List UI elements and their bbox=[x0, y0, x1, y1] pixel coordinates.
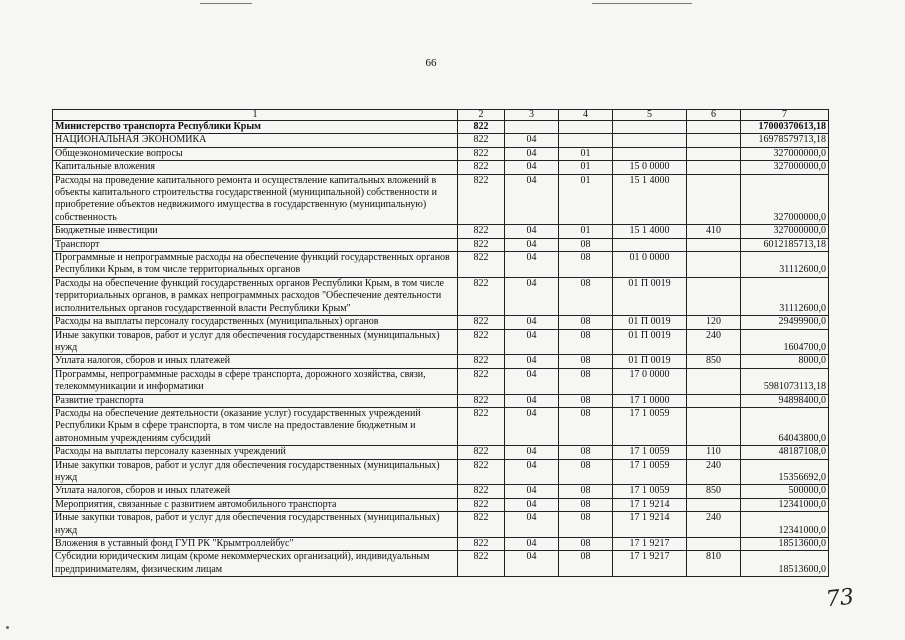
row-section: 04 bbox=[505, 277, 559, 315]
row-admin-code: 822 bbox=[458, 174, 505, 225]
table-row bbox=[53, 134, 829, 147]
row-subsection: 08 bbox=[559, 394, 613, 407]
budget-table bbox=[52, 109, 829, 577]
row-amount: 16978579713,18 bbox=[741, 134, 829, 147]
row-name: НАЦИОНАЛЬНАЯ ЭКОНОМИКА bbox=[53, 134, 458, 147]
row-admin-code: 822 bbox=[458, 277, 505, 315]
row-amount: 327000000,0 bbox=[741, 147, 829, 160]
row-admin-code: 822 bbox=[458, 238, 505, 251]
table-row bbox=[53, 368, 829, 394]
row-target-article: 01 0 0000 bbox=[613, 252, 687, 278]
row-amount: 18513600,0 bbox=[741, 538, 829, 551]
column-header: 4 bbox=[559, 110, 613, 121]
row-section: 04 bbox=[505, 538, 559, 551]
row-subsection: 08 bbox=[559, 485, 613, 498]
row-name: Расходы на обеспечение деятельности (оказание услуг) государственных учреждений Республики Крым в сфере транспорта, в том числе на предоставление бюджетным и автономным учреждениям субсидий bbox=[53, 407, 458, 445]
table-row bbox=[53, 446, 829, 459]
row-target-article: 01 П 0019 bbox=[613, 329, 687, 355]
row-amount: 1604700,0 bbox=[741, 329, 829, 355]
table-row bbox=[53, 459, 829, 485]
row-admin-code: 822 bbox=[458, 161, 505, 174]
column-header: 5 bbox=[613, 110, 687, 121]
row-admin-code: 822 bbox=[458, 147, 505, 160]
row-admin-code: 822 bbox=[458, 446, 505, 459]
row-amount: 17000370613,18 bbox=[741, 121, 829, 134]
row-section: 04 bbox=[505, 512, 559, 538]
row-amount: 5981073113,18 bbox=[741, 368, 829, 394]
row-amount: 31112600,0 bbox=[741, 252, 829, 278]
row-target-article: 17 1 0000 bbox=[613, 394, 687, 407]
row-section: 04 bbox=[505, 238, 559, 251]
row-admin-code: 822 bbox=[458, 368, 505, 394]
row-section: 04 bbox=[505, 459, 559, 485]
row-subsection: 08 bbox=[559, 238, 613, 251]
row-name: Общеэкономические вопросы bbox=[53, 147, 458, 160]
row-expense-type bbox=[687, 252, 741, 278]
row-amount: 327000000,0 bbox=[741, 225, 829, 238]
row-admin-code: 822 bbox=[458, 355, 505, 368]
row-amount: 12341000,0 bbox=[741, 512, 829, 538]
row-amount: 327000000,0 bbox=[741, 161, 829, 174]
row-target-article: 01 П 0019 bbox=[613, 316, 687, 329]
row-name: Транспорт bbox=[53, 238, 458, 251]
row-subsection: 08 bbox=[559, 498, 613, 511]
row-section: 04 bbox=[505, 368, 559, 394]
row-expense-type: 110 bbox=[687, 446, 741, 459]
table-row bbox=[53, 147, 829, 160]
row-name: Капитальные вложения bbox=[53, 161, 458, 174]
table-row bbox=[53, 498, 829, 511]
row-section: 04 bbox=[505, 407, 559, 445]
row-subsection: 08 bbox=[559, 316, 613, 329]
row-target-article bbox=[613, 147, 687, 160]
row-subsection: 08 bbox=[559, 277, 613, 315]
row-admin-code: 822 bbox=[458, 225, 505, 238]
row-expense-type bbox=[687, 161, 741, 174]
row-subsection: 01 bbox=[559, 161, 613, 174]
row-admin-code: 822 bbox=[458, 512, 505, 538]
scan-edge-line bbox=[592, 3, 692, 4]
row-subsection: 08 bbox=[559, 459, 613, 485]
row-expense-type: 850 bbox=[687, 355, 741, 368]
row-admin-code: 822 bbox=[458, 394, 505, 407]
row-name: Расходы на выплаты персоналу государственных (муниципальных) органов bbox=[53, 316, 458, 329]
row-expense-type bbox=[687, 498, 741, 511]
row-expense-type bbox=[687, 407, 741, 445]
row-expense-type: 810 bbox=[687, 551, 741, 577]
row-name: Иные закупки товаров, работ и услуг для обеспечения государственных (муниципальных) нужд bbox=[53, 329, 458, 355]
row-subsection: 01 bbox=[559, 147, 613, 160]
table-row bbox=[53, 316, 829, 329]
row-expense-type bbox=[687, 121, 741, 134]
row-amount: 94898400,0 bbox=[741, 394, 829, 407]
scan-speck bbox=[6, 626, 9, 629]
row-subsection: 08 bbox=[559, 512, 613, 538]
column-header: 2 bbox=[458, 110, 505, 121]
row-section: 04 bbox=[505, 355, 559, 368]
row-amount: 12341000,0 bbox=[741, 498, 829, 511]
row-subsection: 08 bbox=[559, 538, 613, 551]
column-header: 1 bbox=[53, 110, 458, 121]
row-amount: 29499900,0 bbox=[741, 316, 829, 329]
row-section: 04 bbox=[505, 498, 559, 511]
row-name: Министерство транспорта Республики Крым bbox=[53, 121, 458, 134]
row-admin-code: 822 bbox=[458, 498, 505, 511]
row-amount: 6012185713,18 bbox=[741, 238, 829, 251]
row-expense-type: 410 bbox=[687, 225, 741, 238]
row-admin-code: 822 bbox=[458, 485, 505, 498]
row-admin-code: 822 bbox=[458, 252, 505, 278]
table-row bbox=[53, 225, 829, 238]
row-expense-type: 240 bbox=[687, 512, 741, 538]
row-name: Программы, непрограммные расходы в сфере транспорта, дорожного хозяйства, связи, телекоммуникации и информатики bbox=[53, 368, 458, 394]
row-section: 04 bbox=[505, 147, 559, 160]
row-expense-type: 120 bbox=[687, 316, 741, 329]
row-admin-code: 822 bbox=[458, 316, 505, 329]
row-subsection: 08 bbox=[559, 329, 613, 355]
table-row bbox=[53, 277, 829, 315]
row-subsection: 08 bbox=[559, 368, 613, 394]
row-target-article: 01 П 0019 bbox=[613, 355, 687, 368]
table-row bbox=[53, 538, 829, 551]
row-expense-type bbox=[687, 238, 741, 251]
table-row bbox=[53, 551, 829, 577]
row-section: 04 bbox=[505, 134, 559, 147]
row-name: Программные и непрограммные расходы на обеспечение функций государственных органов Республики Крым, в том числе территориальных органов bbox=[53, 252, 458, 278]
table-row bbox=[53, 238, 829, 251]
row-amount: 15356692,0 bbox=[741, 459, 829, 485]
row-section: 04 bbox=[505, 252, 559, 278]
row-admin-code: 822 bbox=[458, 551, 505, 577]
row-section: 04 bbox=[505, 485, 559, 498]
table-row bbox=[53, 329, 829, 355]
row-name: Иные закупки товаров, работ и услуг для обеспечения государственных (муниципальных) нужд bbox=[53, 459, 458, 485]
table-row bbox=[53, 394, 829, 407]
row-subsection: 08 bbox=[559, 446, 613, 459]
row-subsection: 08 bbox=[559, 355, 613, 368]
row-target-article bbox=[613, 238, 687, 251]
row-target-article: 15 1 4000 bbox=[613, 225, 687, 238]
row-target-article: 15 0 0000 bbox=[613, 161, 687, 174]
column-header: 3 bbox=[505, 110, 559, 121]
row-expense-type bbox=[687, 277, 741, 315]
row-admin-code: 822 bbox=[458, 121, 505, 134]
row-name: Субсидии юридическим лицам (кроме некоммерческих организаций), индивидуальным предпринимателям, физическим лицам bbox=[53, 551, 458, 577]
row-name: Развитие транспорта bbox=[53, 394, 458, 407]
table-row bbox=[53, 121, 829, 134]
row-amount: 48187108,0 bbox=[741, 446, 829, 459]
row-admin-code: 822 bbox=[458, 459, 505, 485]
row-target-article: 01 П 0019 bbox=[613, 277, 687, 315]
row-amount: 64043800,0 bbox=[741, 407, 829, 445]
row-name: Расходы на обеспечение функций государственных органов Республики Крым, в том числе территориальных органов, в рамках непрограммных расходов "Обеспечение деятельности исполнительных органов государственной власти Республики Крым" bbox=[53, 277, 458, 315]
row-subsection: 08 bbox=[559, 407, 613, 445]
row-name: Вложения в уставный фонд ГУП РК "Крымтроллейбус" bbox=[53, 538, 458, 551]
page-number: 66 bbox=[425, 57, 437, 69]
row-admin-code: 822 bbox=[458, 407, 505, 445]
row-admin-code: 822 bbox=[458, 538, 505, 551]
row-expense-type: 850 bbox=[687, 485, 741, 498]
row-section: 04 bbox=[505, 174, 559, 225]
row-expense-type bbox=[687, 538, 741, 551]
row-subsection: 01 bbox=[559, 174, 613, 225]
row-name: Расходы на проведение капитального ремонта и осуществление капитальных вложений в объекты капитального строительства государственной (муниципальной) собственности и приобретение объектов недвижимого имущества в государственную (муниципальную) собственность bbox=[53, 174, 458, 225]
row-section: 04 bbox=[505, 225, 559, 238]
row-target-article: 17 1 9214 bbox=[613, 498, 687, 511]
row-expense-type: 240 bbox=[687, 459, 741, 485]
row-expense-type bbox=[687, 368, 741, 394]
row-amount: 18513600,0 bbox=[741, 551, 829, 577]
row-amount: 31112600,0 bbox=[741, 277, 829, 315]
column-header: 7 bbox=[741, 110, 829, 121]
row-target-article: 17 1 9217 bbox=[613, 551, 687, 577]
row-amount: 500000,0 bbox=[741, 485, 829, 498]
table-row bbox=[53, 355, 829, 368]
table-row bbox=[53, 485, 829, 498]
row-name: Уплата налогов, сборов и иных платежей bbox=[53, 485, 458, 498]
row-amount: 327000000,0 bbox=[741, 174, 829, 225]
row-expense-type bbox=[687, 134, 741, 147]
row-target-article bbox=[613, 121, 687, 134]
row-subsection: 08 bbox=[559, 551, 613, 577]
row-section: 04 bbox=[505, 329, 559, 355]
row-expense-type bbox=[687, 147, 741, 160]
row-target-article: 17 1 0059 bbox=[613, 459, 687, 485]
table-row bbox=[53, 174, 829, 225]
row-target-article: 17 1 0059 bbox=[613, 407, 687, 445]
row-name: Иные закупки товаров, работ и услуг для обеспечения государственных (муниципальных) нужд bbox=[53, 512, 458, 538]
row-target-article: 15 1 4000 bbox=[613, 174, 687, 225]
row-subsection bbox=[559, 134, 613, 147]
row-amount: 8000,0 bbox=[741, 355, 829, 368]
column-header: 6 bbox=[687, 110, 741, 121]
row-name: Уплата налогов, сборов и иных платежей bbox=[53, 355, 458, 368]
table-header-row bbox=[53, 110, 829, 121]
row-expense-type bbox=[687, 174, 741, 225]
table-row bbox=[53, 512, 829, 538]
row-target-article: 17 1 9214 bbox=[613, 512, 687, 538]
row-name: Мероприятия, связанные с развитием автомобильного транспорта bbox=[53, 498, 458, 511]
table-row bbox=[53, 407, 829, 445]
row-section bbox=[505, 121, 559, 134]
table-row bbox=[53, 161, 829, 174]
row-section: 04 bbox=[505, 316, 559, 329]
row-expense-type: 240 bbox=[687, 329, 741, 355]
row-subsection: 01 bbox=[559, 225, 613, 238]
row-target-article: 17 1 0059 bbox=[613, 485, 687, 498]
row-section: 04 bbox=[505, 161, 559, 174]
row-target-article bbox=[613, 134, 687, 147]
row-subsection bbox=[559, 121, 613, 134]
row-section: 04 bbox=[505, 446, 559, 459]
row-admin-code: 822 bbox=[458, 329, 505, 355]
row-target-article: 17 1 9217 bbox=[613, 538, 687, 551]
row-name: Расходы на выплаты персоналу казенных учреждений bbox=[53, 446, 458, 459]
row-section: 04 bbox=[505, 394, 559, 407]
row-target-article: 17 1 0059 bbox=[613, 446, 687, 459]
row-target-article: 17 0 0000 bbox=[613, 368, 687, 394]
row-expense-type bbox=[687, 394, 741, 407]
handwritten-page-mark: 73 bbox=[824, 584, 856, 613]
row-subsection: 08 bbox=[559, 252, 613, 278]
scan-edge-line bbox=[200, 3, 252, 4]
table-row bbox=[53, 252, 829, 278]
row-section: 04 bbox=[505, 551, 559, 577]
row-name: Бюджетные инвестиции bbox=[53, 225, 458, 238]
row-admin-code: 822 bbox=[458, 134, 505, 147]
